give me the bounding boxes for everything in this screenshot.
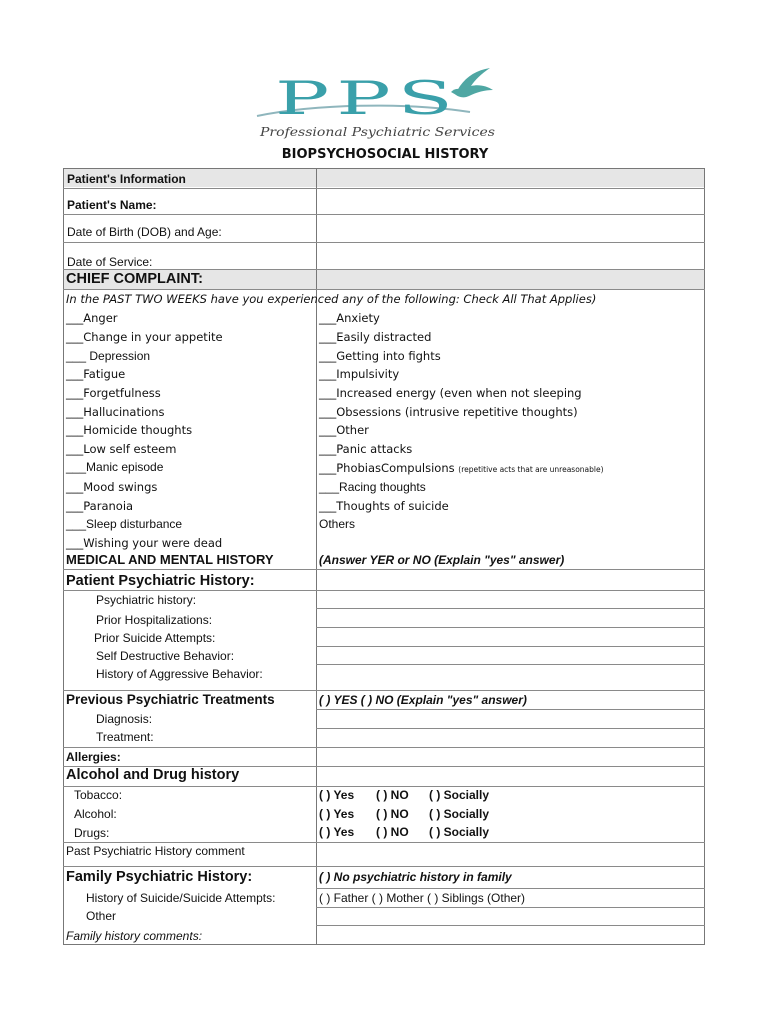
tobacco-label: Tobacco: xyxy=(74,788,123,802)
checkbox-item[interactable]: ___Impulsivity xyxy=(319,367,400,381)
drugs-no[interactable]: ( ) NO xyxy=(376,825,409,839)
family-psych-header: Family Psychiatric History: xyxy=(66,869,253,885)
checkbox-item[interactable]: ___Other xyxy=(319,423,369,437)
patient-psych-header: Patient Psychiatric History: xyxy=(66,573,255,589)
tobacco-socially[interactable]: ( ) Socially xyxy=(429,788,490,802)
family-suicide-label: History of Suicide/Suicide Attempts: xyxy=(86,891,276,905)
patient-name-field[interactable] xyxy=(318,189,703,213)
checkbox-item[interactable]: ___Racing thoughts xyxy=(319,480,426,494)
alcohol-no[interactable]: ( ) NO xyxy=(376,807,409,821)
medical-history-header: MEDICAL AND MENTAL HISTORY xyxy=(66,552,274,567)
drugs-socially[interactable]: ( ) Socially xyxy=(429,825,490,839)
past-psych-comment-label: Past Psychiatric History comment xyxy=(66,844,245,858)
checkbox-item[interactable]: ___Hallucinations xyxy=(66,405,165,419)
family-suicide-options[interactable]: ( ) Father ( ) Mother ( ) Siblings (Other) xyxy=(319,891,526,905)
checkbox-item[interactable]: ___Mood swings xyxy=(66,480,158,494)
checkbox-item[interactable]: ___Sleep disturbance xyxy=(66,517,183,531)
treatment-label: Treatment: xyxy=(96,730,154,744)
psych-history-label: Psychiatric history: xyxy=(96,593,197,607)
pps-logo xyxy=(255,66,500,141)
alcohol-label: Alcohol: xyxy=(74,807,117,821)
drugs-yes[interactable]: ( ) Yes xyxy=(319,825,355,839)
checkbox-item[interactable]: ___Paranoia xyxy=(66,499,134,513)
logo-tagline: Professional Psychiatric Services xyxy=(258,125,495,139)
tobacco-yes[interactable]: ( ) Yes xyxy=(319,788,355,802)
dob-field[interactable] xyxy=(318,215,703,241)
allergies-label: Allergies: xyxy=(66,750,121,764)
chief-complaint-instruction: In the PAST TWO WEEKS have you experienced any of the following: Check All That Applies) xyxy=(66,292,597,306)
service-date-field[interactable] xyxy=(318,243,703,268)
alcohol-socially[interactable]: ( ) Socially xyxy=(429,807,490,821)
answer-note: (Answer YER or NO (Explain "yes" answer) xyxy=(319,553,565,567)
checkbox-item[interactable]: ___Easily distracted xyxy=(319,330,432,344)
logo-letters: PPS xyxy=(275,71,460,125)
family-comments-label: Family history comments: xyxy=(66,929,203,943)
checkbox-item[interactable]: ___Homicide thoughts xyxy=(66,423,193,437)
chief-complaint-header: CHIEF COMPLAINT: xyxy=(66,271,203,287)
checkbox-item[interactable]: ___Anger xyxy=(66,311,118,325)
patient-info-header: Patient's Information xyxy=(67,172,186,186)
patient-name-label: Patient's Name: xyxy=(67,198,157,212)
service-date-label: Date of Service: xyxy=(67,255,153,269)
family-other-label: Other xyxy=(86,909,117,923)
checkbox-item[interactable]: ___Manic episode xyxy=(66,460,164,474)
checkbox-item[interactable]: ___ Depression xyxy=(66,349,151,363)
phobias-label: ___PhobiasCompulsions xyxy=(319,461,455,475)
checkbox-item[interactable]: Others xyxy=(319,517,356,531)
no-family-history-option[interactable]: ( ) No psychiatric history in family xyxy=(319,870,512,884)
prev-treatments-options[interactable]: ( ) YES ( ) NO (Explain "yes" answer) xyxy=(319,693,527,707)
self-destructive-label: Self Destructive Behavior: xyxy=(96,649,235,663)
drugs-label: Drugs: xyxy=(74,826,110,840)
dob-label: Date of Birth (DOB) and Age: xyxy=(67,225,222,239)
tobacco-no[interactable]: ( ) NO xyxy=(376,788,409,802)
checkbox-item[interactable]: ___Thoughts of suicide xyxy=(319,499,449,513)
checkbox-item[interactable]: ___Wishing your were dead xyxy=(66,536,223,550)
column-divider xyxy=(316,168,317,945)
checkbox-item[interactable]: ___Getting into fights xyxy=(319,349,441,363)
checkbox-item[interactable]: ___Increased energy (even when not sleeping xyxy=(319,386,582,400)
checkbox-item[interactable]: ___Low self esteem xyxy=(66,442,177,456)
phobias-note: (repetitive acts that are unreasonable) xyxy=(458,465,604,474)
checkbox-item[interactable]: ___Obsessions (intrusive repetitive thoughts) xyxy=(319,405,578,419)
checkbox-item[interactable]: ___Forgetfulness xyxy=(66,386,161,400)
prior-suicide-label: Prior Suicide Attempts: xyxy=(94,631,216,645)
diagnosis-label: Diagnosis: xyxy=(96,712,153,726)
checkbox-item-phobias[interactable] xyxy=(319,461,604,477)
form-title: BIOPSYCHOSOCIAL HISTORY xyxy=(281,147,489,162)
aggressive-behavior-label: History of Aggressive Behavior: xyxy=(96,667,263,681)
prev-treatments-header: Previous Psychiatric Treatments xyxy=(66,692,275,707)
checkbox-item[interactable]: ___Change in your appetite xyxy=(66,330,223,344)
checkbox-item[interactable]: ___Fatigue xyxy=(66,367,126,381)
alcohol-yes[interactable]: ( ) Yes xyxy=(319,807,355,821)
alcohol-drug-header: Alcohol and Drug history xyxy=(66,767,240,783)
checkbox-item[interactable]: ___Panic attacks xyxy=(319,442,413,456)
checkbox-item[interactable]: ___Anxiety xyxy=(319,311,380,325)
prior-hosp-label: Prior Hospitalizations: xyxy=(96,613,213,627)
